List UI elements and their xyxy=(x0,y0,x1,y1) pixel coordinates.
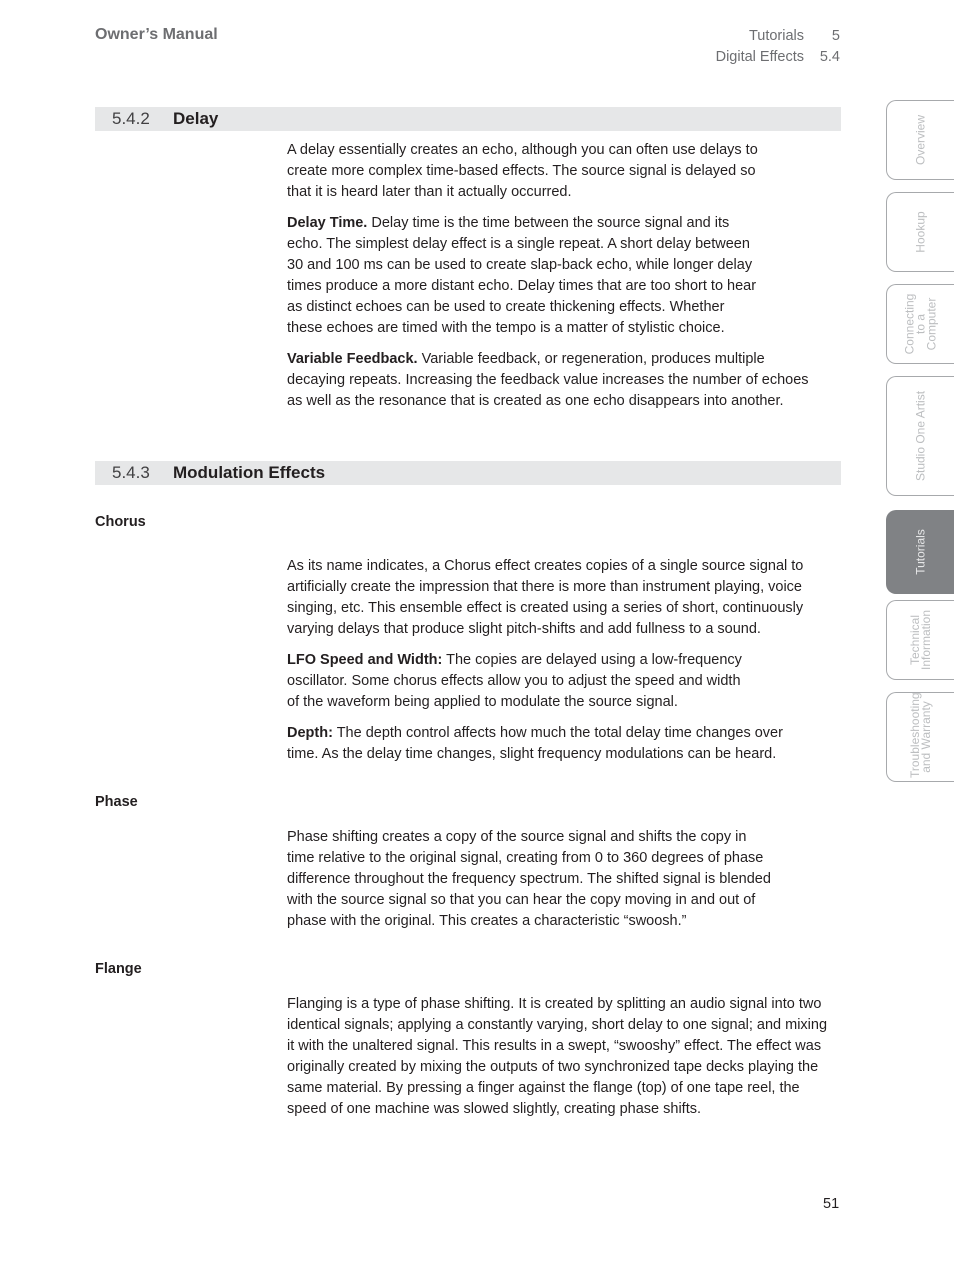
side-tab-label: Connecting to a Computer xyxy=(902,293,938,355)
side-tab-studio-one-artist[interactable] xyxy=(886,376,954,496)
page-number: 51 xyxy=(823,1196,840,1212)
section-row xyxy=(716,47,840,68)
phase-body xyxy=(287,827,772,942)
paragraph: As its name indicates, a Chorus effect creates copies of a single source signal to artificially create the impression that there is more than instrument playing, voice singing, etc. This ensemble effect is created using a series of short, continuously varying delays that produce slight pitch-shifts and add fullness to a sound. xyxy=(287,558,804,637)
section-number: 5.4.3 xyxy=(112,463,150,482)
chapter-row xyxy=(716,26,840,47)
paragraph: Depth: The depth control affects how much the total delay time changes over time. As the delay time changes, slight frequency modulations can be heard. xyxy=(287,725,783,762)
section-number: 5.4 xyxy=(819,49,840,65)
side-tab-overview[interactable] xyxy=(886,100,954,180)
chorus-body xyxy=(287,556,832,775)
chapter-number: 5 xyxy=(831,28,840,44)
paragraph-lead: Variable Feedback. xyxy=(287,351,418,367)
subheading-phase: Phase xyxy=(95,794,138,810)
paragraph: Phase shifting creates a copy of the source signal and shifts the copy in time relative to the original signal, creating from 0 to 360 degrees of phase difference throughout the frequency spectrum. The shifted signal is blended with the source signal so that you can hear the copy moving in and out of phase with the original. This creates a characteristic “swoosh.” xyxy=(287,829,771,929)
side-tab-label: Studio One Artist xyxy=(913,390,927,482)
section-number: 5.4.2 xyxy=(112,109,150,128)
paragraph: Flanging is a type of phase shifting. It is created by splitting an audio signal into two identical signals; applying a constantly varying, short delay to one signal; and mixing it with the unaltered signal. This results in a swept, “swooshy” effect. The effect was originally created by mixing the outputs of two synchronized tape decks playing the same material. By pressing a finger against the flange (top) of one tape reel, the speed of one machine was slowed slightly, creating phase shifts. xyxy=(287,996,828,1117)
flange-body xyxy=(287,994,832,1130)
paragraph-lead: Delay Time. xyxy=(287,215,368,231)
side-tab-tutorials[interactable] xyxy=(886,510,954,594)
paragraph: Variable Feedback. Variable feedback, or regeneration, produces multiple decaying repeats. Increasing the feedback value increases the number of echoes as well as the resonance that is created as one echo disappears into another. xyxy=(287,351,809,409)
paragraph-lead: Depth: xyxy=(287,725,333,741)
delay-body xyxy=(287,140,809,422)
section-title: Modulation Effects xyxy=(173,463,326,482)
manual-title: Owner’s Manual xyxy=(95,26,218,43)
side-tab-connecting[interactable] xyxy=(886,284,954,364)
chapter-label: Tutorials xyxy=(748,28,804,44)
paragraph-lead: LFO Speed and Width: xyxy=(287,652,443,668)
section-heading-modulation xyxy=(95,461,841,485)
side-tab-troubleshooting[interactable] xyxy=(886,692,954,782)
section-label: Digital Effects xyxy=(715,49,804,65)
side-tab-technical-information[interactable] xyxy=(886,600,954,680)
section-title: Delay xyxy=(173,109,219,128)
side-tab-hookup[interactable] xyxy=(886,192,954,272)
paragraph: LFO Speed and Width: The copies are delayed using a low-frequency oscillator. Some chorus effects allow you to adjust the speed and width of the waveform being applied to modulate the source signal. xyxy=(287,652,742,710)
side-tab-label: Technical Information xyxy=(907,609,933,670)
subheading-chorus: Chorus xyxy=(95,514,146,530)
paragraph: A delay essentially creates an echo, although you can often use delays to create more complex time-based effects. The source signal is delayed so that it is heard later than it actually occurred. xyxy=(287,142,758,200)
running-header xyxy=(716,26,840,68)
subheading-flange: Flange xyxy=(95,961,142,977)
side-tab-label: Tutorials xyxy=(913,529,927,575)
side-tab-label: Hookup xyxy=(913,211,927,253)
side-tab-label: Overview xyxy=(913,114,927,166)
side-tab-label: Troubleshooting and Warranty xyxy=(907,692,933,778)
section-heading-delay xyxy=(95,107,841,131)
paragraph: Delay Time. Delay time is the time between the source signal and its echo. The simplest delay effect is a single repeat. A short delay between 30 and 100 ms can be used to create slap-back echo, while longer delay times produce a more distant echo. Delay times that are too short to hear as distinct echoes can be used to create thickening effects. Whether these echoes are timed with the tempo is a matter of stylistic choice. xyxy=(287,215,757,336)
